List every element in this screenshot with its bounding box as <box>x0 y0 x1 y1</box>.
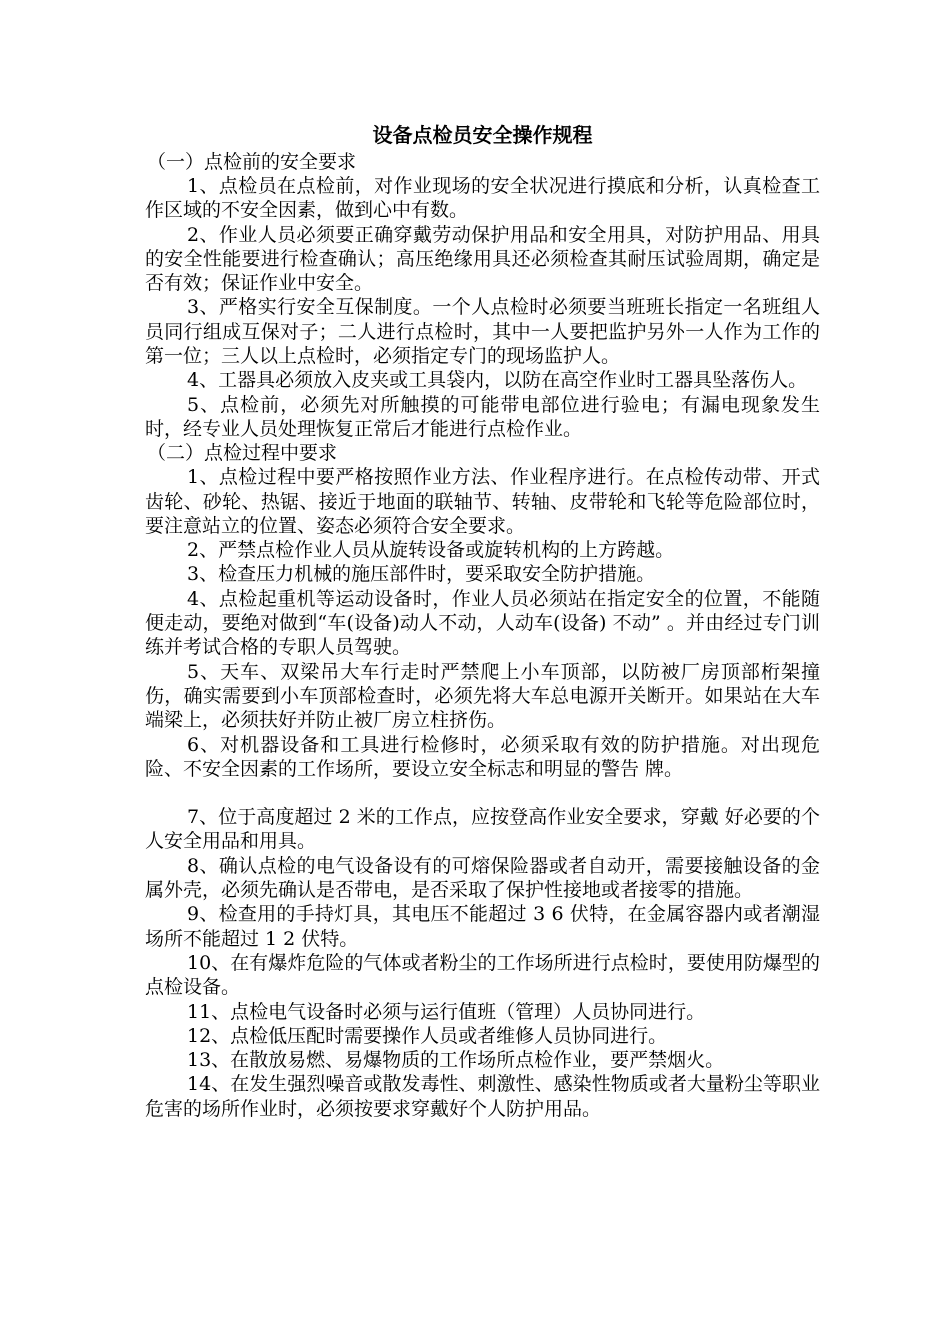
section-1-item-5: 5、点检前，必须先对所触摸的可能带电部位进行验电；有漏电现象发生时，经专业人员处理恢复正常后才能进行点检作业。 <box>145 393 820 440</box>
section-2-item-2: 2、严禁点检作业人员从旋转设备或旋转机构的上方跨越。 <box>187 539 675 562</box>
section-2-item-9: 9、检查用的手持灯具，其电压不能超过 3 6 伏特，在金属容器内或者潮湿场所不能超过 1 2 伏特。 <box>145 903 820 950</box>
section-2-item-12: 12、点检低压配时需要操作人员或者维修人员协同进行。 <box>187 1024 668 1047</box>
section-2-item-10: 10、在有爆炸危险的气体或者粉尘的工作场所进行点检时，要使用防爆型的点检设备。 <box>145 951 820 999</box>
section-1-item-1: 1、点检员在点检前，对作业现场的安全状况进行摸底和分析，认真检查工作区域的不安全因素，做到心中有数。 <box>145 175 820 222</box>
section-2-item-7: 7、位于高度超过 2 米的工作点，应按登高作业安全要求，穿戴 好必要的个人安全用品和用具。 <box>145 806 820 853</box>
section-2-item-8: 8、确认点检的电气设备设有的可熔保险器或者自动开，需要接触设备的金属外壳，必须先确认是否带电，是否采取了保护性接地或者接零的措施。 <box>145 854 820 902</box>
section-1-item-4: 4、工器具必须放入皮夹或工具袋内，以防在高空作业时工器具坠落伤人。 <box>187 369 808 392</box>
section-2-item-3: 3、检查压力机械的施压部件时，要采取安全防护措施。 <box>187 563 656 586</box>
document-title: 设备点检员安全操作规程 <box>372 123 593 147</box>
section-1-item-3: 3、严格实行安全互保制度。一个人点检时必须要当班班长指定一名班组人员同行组成互保对子；二人进行点检时，其中一人要把监护另外一人作为工作的第一位；三人以上点检时，必须指定专门的现场监护人。 <box>145 296 820 368</box>
section-2-item-13: 13、在散放易燃、易爆物质的工作场所点检作业，要严禁烟火。 <box>187 1049 725 1072</box>
section-2-item-4: 4、点检起重机等运动设备时，作业人员必须站在指定安全的位置，不能随便走动，要绝对做到“车(设备)动人不动，人动车(设备) 不动” 。并由经过专门训练并考试合格的专职人员驾驶。 <box>145 587 820 659</box>
section-2-heading: （二）点检过程中要求 <box>147 442 338 465</box>
section-2-item-11: 11、点检电气设备时必须与运行值班（管理）人员协同进行。 <box>187 1000 706 1023</box>
section-2-item-1: 1、点检过程中要严格按照作业方法、作业程序进行。在点检传动带、开式齿轮、砂轮、热锯、接近于地面的联轴节、转轴、皮带轮和飞轮等危险部位时，要注意站立的位置、姿态必须符合安全要求。 <box>145 466 820 537</box>
section-1-item-2: 2、作业人员必须要正确穿戴劳动保护用品和安全用具，对防护用品、用具的安全性能要进行检查确认；高压绝缘用具还必须检查其耐压试验周期，确定是否有效；保证作业中安全。 <box>145 223 820 295</box>
section-2-item-6: 6、对机器设备和工具进行检修时，必须采取有效的防护措施。对出现危险、不安全因素的工作场所，要设立安全标志和明显的警告 牌。 <box>145 733 820 780</box>
section-2-item-14: 14、在发生强烈噪音或散发毒性、刺激性、感染性物质或者大量粉尘等职业危害的场所作业时，必须按要求穿戴好个人防护用品。 <box>145 1073 820 1120</box>
document-page <box>145 120 820 1121</box>
section-2-item-5: 5、天车、双梁吊大车行走时严禁爬上小车顶部，以防被厂房顶部桁架撞伤，确实需要到小车顶部检查时，必须先将大车总电源开关断开。如果站在大车端梁上，必须扶好并防止被厂房立柱挤伤。 <box>145 660 820 732</box>
section-1-heading: （一）点检前的安全要求 <box>147 151 357 173</box>
